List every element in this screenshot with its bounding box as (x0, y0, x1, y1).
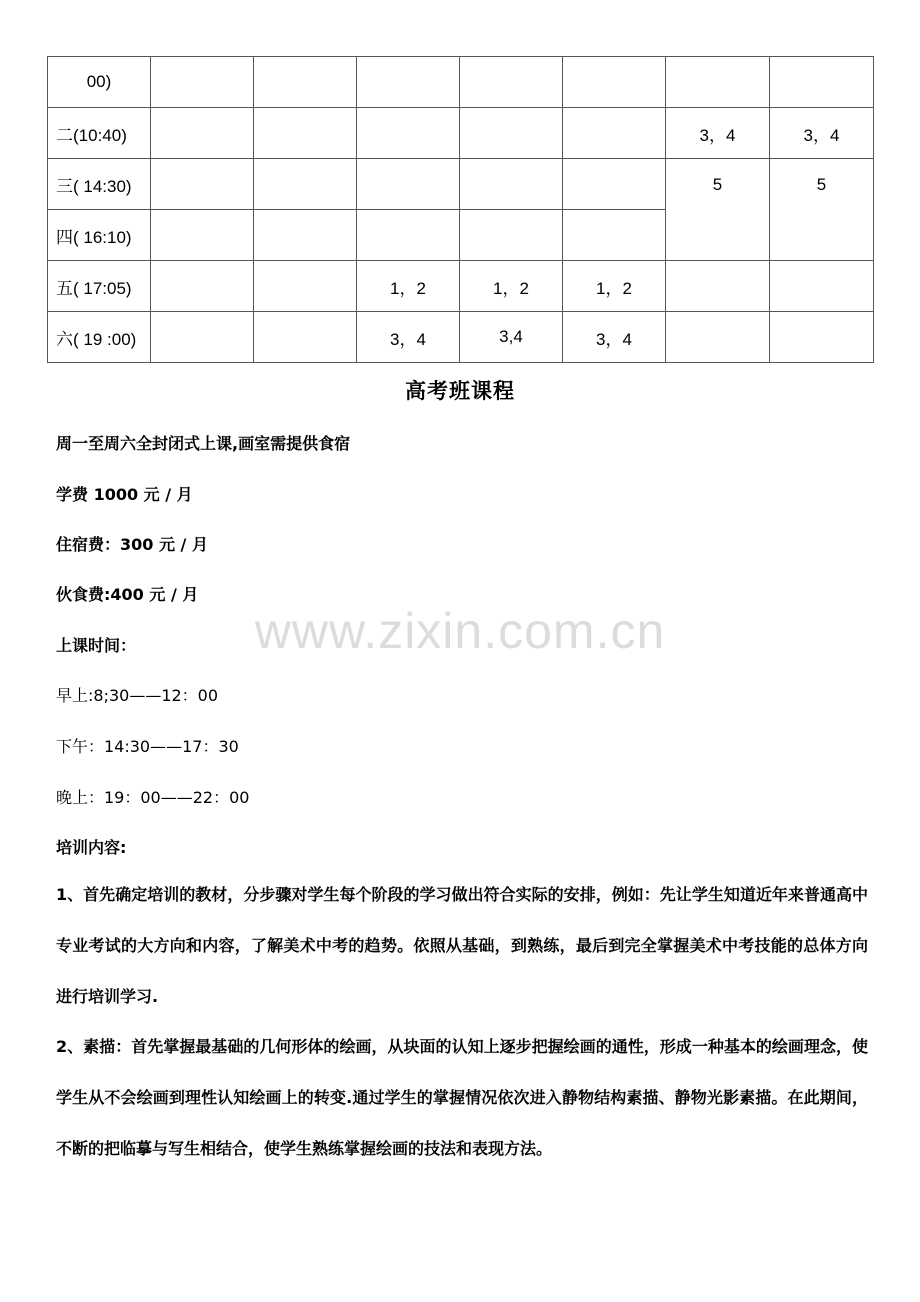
table-cell: 3,4 (460, 312, 563, 363)
tuition-line: 学费 1000 元 / 月 (56, 485, 193, 504)
meal-fee-line: 伙食费:400 元 / 月 (56, 585, 199, 604)
table-cell (151, 261, 254, 312)
table-cell (563, 108, 666, 159)
table-cell (666, 57, 770, 108)
table-cell: 3，4 (666, 108, 770, 159)
table-row (48, 312, 874, 363)
table-cell: 1，2 (460, 261, 563, 312)
paragraph-2: 2、素描：首先掌握最基础的几何形体的绘画，从块面的认知上逐步把握绘画的通性，形成一种基本的绘画理念，使学生从不会绘画到理性认知绘画上的转变.通过学生的掌握情况依次进入静物结构素描、静物光影素描。在此期间，不断的把临摹与写生相结合，使学生熟练掌握绘画的技法和表现方法。 (56, 1037, 868, 1158)
merged-cell: 5 (770, 159, 874, 261)
table-cell (770, 261, 874, 312)
table-cell: 3，4 (563, 312, 666, 363)
table-cell (666, 261, 770, 312)
table-cell (254, 159, 357, 210)
table-cell (563, 210, 666, 261)
table-cell (357, 57, 460, 108)
lodging-fee-line: 住宿费：300 元 / 月 (56, 535, 208, 554)
table-cell (666, 312, 770, 363)
row-label: 00) (48, 57, 151, 108)
watermark: www.zixin.com.cn (254, 603, 666, 659)
table-cell (151, 57, 254, 108)
class-time-heading: 上课时间： (56, 636, 137, 655)
table-cell (151, 210, 254, 261)
table-cell (254, 261, 357, 312)
row-label: 六( 19 :00) (48, 312, 151, 363)
table-row (48, 159, 874, 210)
table-cell (460, 108, 563, 159)
table-cell (563, 159, 666, 210)
table-cell (357, 108, 460, 159)
table-cell: 3，4 (357, 312, 460, 363)
table-row (48, 261, 874, 312)
schedule-table (47, 56, 874, 363)
table-cell (460, 57, 563, 108)
table-cell (460, 159, 563, 210)
row-label: 四( 16:10) (48, 210, 151, 261)
training-content-heading: 培训内容: (56, 838, 127, 857)
evening-time-line: 晚上：19：00——22：00 (56, 788, 250, 807)
table-cell (254, 210, 357, 261)
row-label: 五( 17:05) (48, 261, 151, 312)
section-title: 高考班课程 (405, 379, 515, 403)
table-cell (254, 312, 357, 363)
table-cell (357, 210, 460, 261)
row-label: 二(10:40) (48, 108, 151, 159)
table-cell (357, 159, 460, 210)
table-cell (770, 57, 874, 108)
table-row (48, 108, 874, 159)
table-cell (151, 159, 254, 210)
info-line: 周一至周六全封闭式上课,画室需提供食宿 (56, 434, 351, 453)
paragraph-1: 1、首先确定培训的教材，分步骤对学生每个阶段的学习做出符合实际的安排，例如：先让学生知道近年来普通高中专业考试的大方向和内容，了解美术中考的趋势。依照从基础，到熟练，最后到完全掌握美术中考技能的总体方向进行培训学习. (56, 885, 868, 1006)
table-cell (254, 57, 357, 108)
table-cell: 3，4 (770, 108, 874, 159)
table-row (48, 57, 874, 108)
table-cell (770, 312, 874, 363)
table-cell (151, 312, 254, 363)
morning-time-line: 早上:8;30——12：00 (56, 686, 219, 705)
table-cell (563, 57, 666, 108)
table-cell: 1，2 (357, 261, 460, 312)
table-cell (254, 108, 357, 159)
afternoon-time-line: 下午：14:30——17：30 (56, 737, 239, 756)
row-label: 三( 14:30) (48, 159, 151, 210)
table-cell: 1，2 (563, 261, 666, 312)
table-cell (460, 210, 563, 261)
table-cell (151, 108, 254, 159)
merged-cell: 5 (666, 159, 770, 261)
